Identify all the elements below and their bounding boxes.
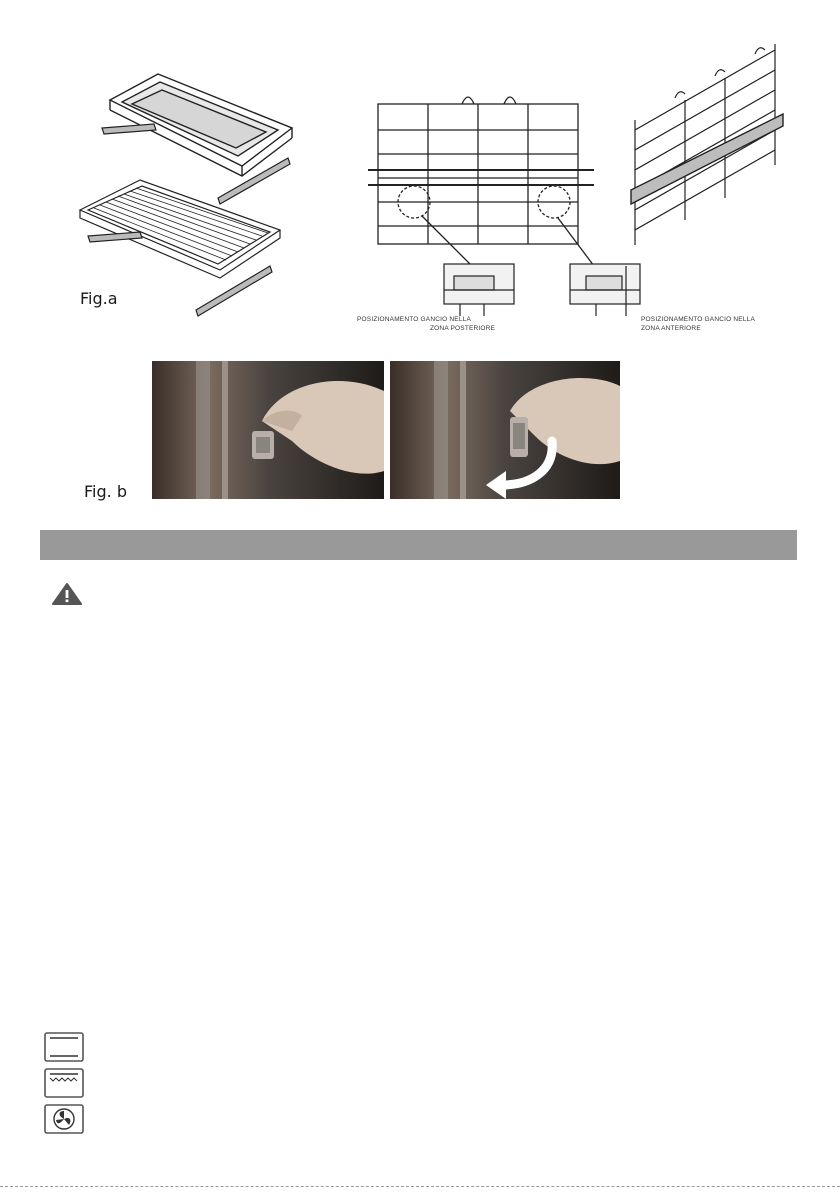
photo-hook-step-2 (390, 361, 620, 499)
hook-detail-rear (440, 260, 520, 320)
callout-front-line2: ZONA ANTERIORE (641, 325, 701, 332)
callout-rear-line1: POSIZIONAMENTO GANCIO NELLA (357, 316, 471, 323)
side-rail-right-top (218, 158, 290, 204)
oven-static-icon (44, 1032, 84, 1062)
warning-triangle-icon (50, 582, 84, 606)
wire-grill (80, 180, 280, 278)
page-bottom-rule (0, 1186, 840, 1187)
fig-a-illustration (70, 70, 310, 320)
rack-side-view (615, 40, 790, 255)
side-rail-left-top (102, 124, 156, 134)
rack-front-view (362, 90, 602, 270)
side-rail-right-bottom (196, 266, 272, 316)
photo-hook-step-1 (152, 361, 384, 499)
hook-detail-front (566, 260, 646, 320)
section-heading-bar (40, 530, 797, 560)
callout-front-line1: POSIZIONAMENTO GANCIO NELLA (641, 316, 755, 323)
oven-bottom-heat-icon (44, 1068, 84, 1098)
fig-b-label: Fig. b (84, 482, 127, 501)
oven-fan-icon (44, 1104, 84, 1134)
fig-a-label: Fig.a (80, 289, 118, 308)
callout-rear-line2: ZONA POSTERIORE (430, 325, 496, 332)
